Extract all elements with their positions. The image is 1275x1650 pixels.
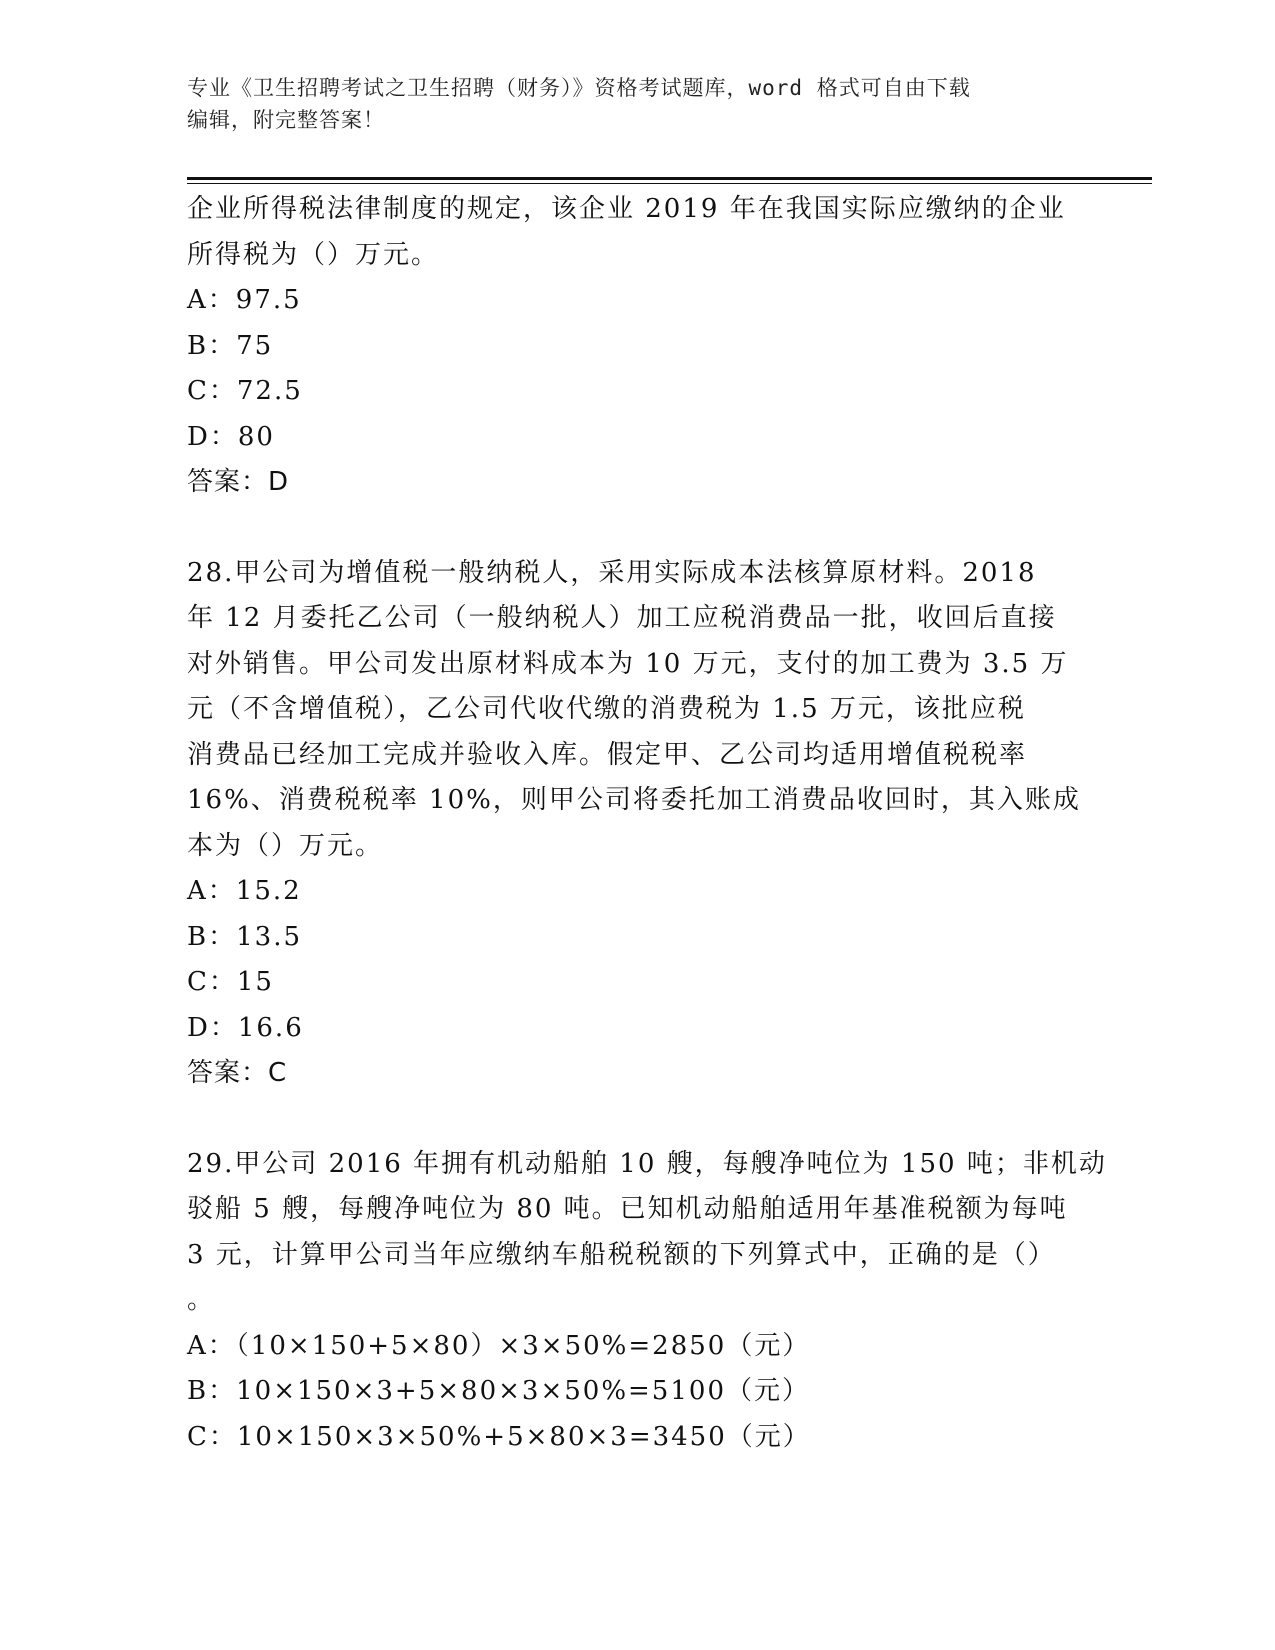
question-stem-line: 本为（）万元。	[187, 830, 384, 861]
question-stem-line: 企业所得税法律制度的规定，该企业 2019 年在我国实际应缴纳的企业	[187, 194, 1066, 224]
document-header	[187, 72, 1067, 136]
question-stem-line: 驳船 5 艘，每艘净吨位为 80 吨。已知机动船舶适用年基准税额为每吨	[187, 1194, 1068, 1224]
option-c: C：10×150×3×50%+5×80×3=3450（元）	[187, 1421, 811, 1452]
question-29	[187, 1142, 1107, 1461]
option-a: A：（10×150+5×80）×3×50%=2850（元）	[187, 1330, 811, 1361]
question-27	[187, 187, 1087, 506]
header-line-1: 专业《卫生招聘考试之卫生招聘（财务）》资格考试题库，word 格式可自由下载	[187, 76, 971, 100]
option-b: B：13.5	[187, 921, 302, 952]
question-stem-line: 消费品已经加工完成并验收入库。假定甲、乙公司均适用增值税税率	[187, 739, 1028, 770]
question-28	[187, 551, 1087, 1097]
question-stem-line: 元（不含增值税），乙公司代收代缴的消费税为 1.5 万元，该批应税	[187, 694, 1026, 724]
option-a: A：97.5	[187, 285, 302, 315]
question-stem-line: 28.甲公司为增值税一般纳税人，采用实际成本法核算原材料。2018	[187, 557, 1037, 588]
answer: 答案：C	[187, 1058, 288, 1088]
option-c: C：15	[187, 967, 274, 997]
question-stem-line: 29.甲公司 2016 年拥有机动船舶 10 艘，每艘净吨位为 150 吨；非机动	[187, 1148, 1107, 1179]
header-rule-thick	[187, 177, 1152, 180]
option-d: D：80	[187, 421, 275, 452]
document-body	[187, 187, 1107, 1460]
spacer	[187, 1097, 1087, 1142]
option-a: A：15.2	[187, 876, 302, 906]
option-b: B：75	[187, 330, 274, 361]
spacer	[187, 506, 1087, 551]
option-c: C：72.5	[187, 376, 303, 406]
question-stem-line: 。	[187, 1285, 216, 1315]
answer: 答案：D	[187, 467, 290, 497]
question-stem-line: 3 元，计算甲公司当年应缴纳车船税税额的下列算式中，正确的是（）	[187, 1239, 1056, 1270]
header-rule-thin	[187, 183, 1152, 184]
question-stem-line: 16%、消费税税率 10%，则甲公司将委托加工消费品收回时，其入账成	[187, 785, 1081, 815]
option-b: B：10×150×3+5×80×3×50%=5100（元）	[187, 1376, 810, 1406]
header-line-2: 编辑，附完整答案！	[187, 108, 385, 132]
question-stem-line: 所得税为（）万元。	[187, 239, 440, 270]
question-stem-line: 对外销售。甲公司发出原材料成本为 10 万元，支付的加工费为 3.5 万	[187, 648, 1069, 679]
question-stem-line: 年 12 月委托乙公司（一般纳税人）加工应税消费品一批，收回后直接	[187, 603, 1057, 633]
option-d: D：16.6	[187, 1012, 304, 1043]
